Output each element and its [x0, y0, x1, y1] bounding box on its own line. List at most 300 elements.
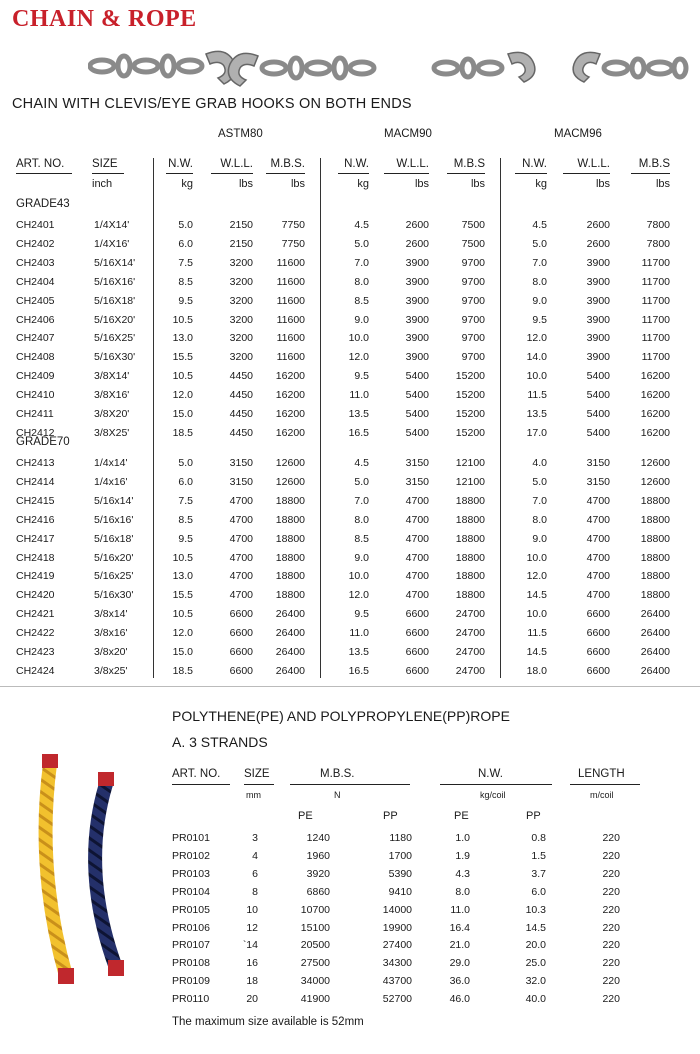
cell-mbs-pe: 20500	[300, 939, 330, 952]
table-row	[0, 238, 700, 257]
table-row	[0, 457, 700, 476]
cell-size: 16	[246, 957, 258, 970]
col-header-size: SIZE	[92, 158, 118, 170]
table-row	[0, 570, 700, 589]
table-row	[0, 904, 700, 922]
cell-nw: 15.0	[172, 408, 193, 420]
unit-lbs: lbs	[470, 178, 485, 190]
cell-wll: 4700	[586, 551, 610, 564]
cell-mbs: 12600	[640, 457, 670, 469]
cell-wll: 2600	[405, 237, 429, 250]
table-row	[0, 975, 700, 993]
cell-nw: 8.5	[178, 275, 193, 288]
cell-art-no: CH2421	[16, 608, 55, 621]
cell-mbs: 18800	[455, 513, 485, 526]
cell-mbs: 12100	[455, 457, 485, 469]
cell-nw: 15.0	[172, 646, 193, 658]
unit-lbs: lbs	[290, 178, 305, 190]
cell-art-no: PR0101	[172, 832, 210, 844]
cell-nw: 10.0	[348, 332, 369, 345]
cell-mbs-pe: 1960	[306, 849, 330, 862]
table-row	[0, 332, 700, 351]
rope-subsection-title: A. 3 STRANDS	[172, 734, 268, 750]
cell-size: 3	[252, 832, 258, 844]
cell-art-no: CH2412	[16, 426, 55, 439]
cell-mbs: 15200	[455, 426, 485, 439]
cell-mbs: 16200	[640, 426, 670, 439]
cell-size: 4	[252, 849, 258, 862]
cell-mbs: 18800	[640, 513, 670, 526]
cell-size: 20	[246, 993, 258, 1006]
cell-mbs: 16200	[275, 426, 305, 439]
cell-mbs: 7750	[281, 219, 305, 231]
col-header-nw: N.W.	[168, 158, 193, 170]
cell-art-no: CH2423	[16, 646, 55, 658]
grade43-label: GRADE43	[16, 198, 70, 210]
cell-art-no: CH2414	[16, 475, 55, 488]
cell-mbs: 18800	[455, 551, 485, 564]
cell-nw-pp: 3.7	[531, 867, 546, 880]
cell-wll: 2600	[586, 219, 610, 231]
table-row	[0, 295, 700, 314]
cell-nw-pp: 14.5	[525, 921, 546, 934]
cell-mbs-pp: 5390	[388, 867, 412, 880]
cell-nw: 9.5	[178, 532, 193, 545]
header-underline	[92, 173, 124, 174]
cell-nw: 7.0	[354, 256, 369, 269]
grade70-label: GRADE70	[16, 436, 70, 448]
cell-wll: 4700	[586, 589, 610, 602]
cell-art-no: CH2417	[16, 532, 55, 545]
rope-pe-label: PE	[298, 810, 313, 822]
rope-pp-label: PP	[526, 810, 541, 822]
cell-wll: 3200	[229, 275, 253, 288]
cell-size: 5/16x20'	[94, 551, 134, 564]
cell-art-no: CH2413	[16, 457, 55, 469]
cell-size: 5/16x18'	[94, 532, 134, 545]
table-row	[0, 627, 700, 646]
cell-mbs: 7800	[646, 237, 670, 250]
cell-mbs: 18800	[275, 513, 305, 526]
col-header-wll: W.L.L.	[577, 158, 610, 170]
cell-wll: 4700	[586, 513, 610, 526]
rope-note: The maximum size available is 52mm	[172, 1016, 364, 1028]
cell-nw-pp: 25.0	[525, 957, 546, 970]
cell-nw: 10.0	[348, 570, 369, 583]
cell-wll: 4450	[229, 408, 253, 420]
cell-mbs-pp: 43700	[382, 975, 412, 988]
table-row	[0, 922, 700, 940]
cell-nw-pe: 21.0	[449, 939, 470, 952]
cell-size: 3/8X14'	[94, 370, 130, 383]
cell-wll: 4700	[405, 589, 429, 602]
cell-mbs: 18800	[640, 570, 670, 583]
cell-nw-pp: 1.5	[531, 849, 546, 862]
table-row	[0, 219, 700, 238]
cell-nw: 10.0	[526, 608, 547, 621]
cell-nw: 13.0	[172, 570, 193, 583]
table-row	[0, 314, 700, 333]
unit-lbs: lbs	[238, 178, 253, 190]
rope-unit-mm: mm	[246, 790, 261, 800]
cell-art-no: CH2416	[16, 513, 55, 526]
cell-nw: 17.0	[526, 426, 547, 439]
cell-mbs: 11600	[276, 332, 305, 345]
cell-nw: 16.5	[348, 664, 369, 677]
cell-size: 3/8X20'	[94, 408, 130, 420]
cell-wll: 4700	[405, 551, 429, 564]
cell-mbs-pp: 9410	[388, 885, 412, 898]
cell-mbs: 18800	[640, 532, 670, 545]
cell-nw: 10.5	[172, 313, 193, 326]
cell-wll: 4700	[229, 570, 253, 583]
cell-nw: 10.5	[172, 551, 193, 564]
cell-wll: 3150	[229, 457, 253, 469]
rope-header-underline	[570, 784, 640, 785]
group-header-macm96: MACM96	[554, 128, 602, 140]
cell-wll: 5400	[405, 426, 429, 439]
cell-wll: 3200	[229, 332, 253, 345]
cell-nw: 11.5	[527, 389, 547, 402]
cell-mbs-pe: 34000	[300, 975, 330, 988]
cell-nw-pe: 1.0	[455, 832, 470, 844]
rope-pe-label: PE	[454, 810, 469, 822]
cell-wll: 3200	[229, 351, 253, 364]
table-row	[0, 868, 700, 886]
cell-mbs: 11700	[641, 275, 670, 288]
cell-nw: 9.0	[354, 313, 369, 326]
rope-header-underline	[440, 784, 552, 785]
cell-nw: 8.5	[178, 513, 193, 526]
cell-wll: 3200	[229, 294, 253, 307]
cell-mbs: 24700	[455, 664, 485, 677]
cell-mbs: 15200	[455, 370, 485, 383]
cell-nw: 5.0	[178, 219, 193, 231]
cell-nw: 14.5	[526, 589, 547, 602]
cell-nw-pe: 36.0	[449, 975, 470, 988]
cell-mbs: 26400	[640, 646, 670, 658]
table-row	[0, 608, 700, 627]
unit-lbs: lbs	[655, 178, 670, 190]
cell-wll: 6600	[586, 664, 610, 677]
cell-art-no: CH2415	[16, 494, 55, 507]
cell-mbs: 11600	[276, 275, 305, 288]
cell-wll: 3150	[586, 457, 610, 469]
cell-nw: 9.5	[178, 294, 193, 307]
cell-nw: 10.5	[172, 608, 193, 621]
cell-wll: 4450	[229, 389, 253, 402]
cell-wll: 4700	[405, 494, 429, 507]
cell-wll: 4700	[229, 551, 253, 564]
cell-nw: 9.5	[532, 313, 547, 326]
cell-wll: 4700	[405, 570, 429, 583]
cell-nw: 14.5	[526, 646, 547, 658]
cell-wll: 6600	[405, 646, 429, 658]
cell-nw-pe: 1.9	[455, 849, 470, 862]
cell-mbs: 7800	[646, 219, 670, 231]
cell-wll: 6600	[586, 608, 610, 621]
cell-wll: 6600	[586, 646, 610, 658]
cell-length: 220	[602, 867, 620, 880]
cell-mbs: 12100	[455, 475, 485, 488]
cell-mbs: 16200	[275, 389, 305, 402]
cell-size: 5/16x25'	[94, 570, 134, 583]
cell-wll: 5400	[405, 370, 429, 383]
table-row	[0, 886, 700, 904]
rope-unit-n: N	[334, 790, 341, 800]
col-header-mbs: M.B.S	[638, 158, 670, 170]
cell-wll: 3900	[405, 332, 429, 345]
col-header-wll: W.L.L.	[220, 158, 253, 170]
col-header-mbs: M.B.S	[453, 158, 485, 170]
cell-nw: 6.0	[178, 475, 193, 488]
rope-col-mbs: M.B.S.	[320, 768, 355, 780]
cell-nw: 12.0	[172, 627, 193, 640]
cell-art-no: CH2404	[16, 275, 55, 288]
cell-nw: 8.0	[354, 275, 369, 288]
cell-mbs: 18800	[455, 589, 485, 602]
cell-size: 5/16X20'	[94, 313, 136, 326]
cell-art-no: PR0105	[172, 903, 210, 916]
cell-mbs: 18800	[455, 570, 485, 583]
cell-mbs: 11600	[276, 351, 305, 364]
cell-wll: 3900	[586, 256, 610, 269]
cell-art-no: CH2401	[16, 219, 55, 231]
cell-nw: 8.5	[354, 532, 369, 545]
cell-mbs: 18800	[275, 532, 305, 545]
cell-size: 12	[246, 921, 258, 934]
cell-mbs: 24700	[455, 627, 485, 640]
cell-nw: 7.0	[532, 256, 547, 269]
cell-art-no: CH2402	[16, 237, 55, 250]
cell-art-no: CH2405	[16, 294, 55, 307]
col-header-nw: N.W.	[522, 158, 547, 170]
cell-wll: 2600	[405, 219, 429, 231]
cell-mbs: 12600	[275, 457, 305, 469]
cell-art-no: PR0104	[172, 885, 210, 898]
table-row	[0, 427, 700, 446]
cell-size: 5/16X25'	[94, 332, 136, 345]
cell-nw: 8.5	[354, 294, 369, 307]
cell-wll: 6600	[405, 627, 429, 640]
cell-length: 220	[602, 921, 620, 934]
cell-length: 220	[602, 993, 620, 1006]
cell-wll: 3900	[405, 351, 429, 364]
cell-mbs: 18800	[275, 494, 305, 507]
cell-size: 3/8X16'	[94, 389, 130, 402]
table-row	[0, 351, 700, 370]
cell-wll: 3150	[229, 475, 253, 488]
table-row	[0, 832, 700, 850]
cell-nw-pp: 0.8	[531, 832, 546, 844]
cell-nw-pe: 8.0	[455, 885, 470, 898]
cell-wll: 3900	[586, 351, 610, 364]
cell-nw-pp: 10.3	[525, 903, 546, 916]
cell-mbs: 11600	[276, 256, 305, 269]
cell-mbs-pp: 14000	[382, 903, 412, 916]
cell-mbs: 7500	[461, 219, 485, 231]
rope-unit-kgcoil: kg/coil	[480, 790, 506, 800]
cell-mbs-pp: 19900	[382, 921, 412, 934]
cell-mbs-pe: 1240	[306, 832, 330, 844]
cell-art-no: CH2418	[16, 551, 55, 564]
rope-col-size: SIZE	[244, 768, 270, 780]
cell-length: 220	[602, 957, 620, 970]
cell-size: 1/4X14'	[94, 219, 130, 231]
cell-nw: 5.0	[532, 237, 547, 250]
cell-wll: 3900	[586, 313, 610, 326]
table-row	[0, 533, 700, 552]
cell-mbs: 18800	[275, 551, 305, 564]
cell-mbs: 7750	[281, 237, 305, 250]
table-row	[0, 476, 700, 495]
cell-size: 3/8X25'	[94, 426, 130, 439]
cell-size: 5/16X30'	[94, 351, 136, 364]
cell-art-no: PR0108	[172, 957, 210, 970]
cell-mbs: 24700	[455, 608, 485, 621]
cell-nw: 13.5	[348, 408, 369, 420]
table-row	[0, 389, 700, 408]
cell-nw: 18.0	[526, 664, 547, 677]
cell-wll: 4450	[229, 426, 253, 439]
cell-nw: 10.0	[526, 370, 547, 383]
cell-nw: 7.0	[532, 494, 547, 507]
cell-mbs: 12600	[640, 475, 670, 488]
cell-nw-pe: 11.0	[450, 903, 470, 916]
cell-size: 5/16X18'	[94, 294, 136, 307]
col-header-nw: N.W.	[344, 158, 369, 170]
cell-nw: 4.5	[532, 219, 547, 231]
unit-lbs: lbs	[414, 178, 429, 190]
cell-mbs: 9700	[461, 351, 485, 364]
table-row	[0, 552, 700, 571]
cell-nw: 7.0	[354, 494, 369, 507]
cell-wll: 5400	[586, 389, 610, 402]
cell-mbs: 26400	[275, 608, 305, 621]
cell-nw: 18.5	[172, 664, 193, 677]
cell-art-no: CH2408	[16, 351, 55, 364]
table-row	[0, 370, 700, 389]
cell-wll: 5400	[405, 389, 429, 402]
table-row	[0, 939, 700, 957]
group-header-macm90: MACM90	[384, 128, 432, 140]
cell-mbs: 18800	[275, 570, 305, 583]
cell-wll: 2150	[229, 237, 253, 250]
cell-mbs-pp: 52700	[382, 993, 412, 1006]
cell-wll: 6600	[405, 664, 429, 677]
cell-wll: 6600	[229, 627, 253, 640]
unit-inch: inch	[92, 178, 113, 190]
cell-art-no: CH2424	[16, 664, 55, 677]
cell-mbs: 9700	[461, 256, 485, 269]
cell-art-no: PR0107	[172, 939, 210, 952]
cell-mbs: 26400	[640, 608, 670, 621]
cell-nw: 9.0	[532, 532, 547, 545]
cell-size: 3/8x14'	[94, 608, 128, 621]
cell-wll: 3900	[405, 275, 429, 288]
cell-mbs-pp: 27400	[382, 939, 412, 952]
cell-length: 220	[602, 903, 620, 916]
header-underline	[166, 173, 193, 174]
cell-art-no: CH2410	[16, 389, 55, 402]
cell-mbs-pe: 6860	[306, 885, 330, 898]
header-underline	[515, 173, 547, 174]
cell-wll: 6600	[405, 608, 429, 621]
cell-wll: 4700	[586, 532, 610, 545]
cell-length: 220	[602, 885, 620, 898]
cell-nw: 11.0	[349, 389, 369, 402]
rope-header-underline	[172, 784, 230, 785]
cell-nw: 8.0	[532, 275, 547, 288]
table-row	[0, 408, 700, 427]
cell-art-no: CH2403	[16, 256, 55, 269]
cell-mbs-pe: 27500	[300, 957, 330, 970]
cell-nw: 13.5	[526, 408, 547, 420]
table-row	[0, 514, 700, 533]
cell-art-no: PR0103	[172, 867, 210, 880]
cell-nw-pe: 16.4	[449, 921, 470, 934]
cell-mbs: 18800	[275, 589, 305, 602]
cell-art-no: PR0102	[172, 849, 210, 862]
cell-nw: 4.5	[354, 457, 369, 469]
rope-header-underline	[244, 784, 274, 785]
cell-nw: 18.5	[172, 426, 193, 439]
unit-kg: kg	[181, 178, 193, 190]
cell-size: 6	[252, 867, 258, 880]
header-underline	[211, 173, 253, 174]
cell-nw: 5.0	[532, 475, 547, 488]
cell-nw: 13.0	[172, 332, 193, 345]
cell-nw: 11.5	[527, 627, 547, 640]
cell-wll: 2600	[586, 237, 610, 250]
cell-mbs: 11700	[641, 313, 670, 326]
cell-nw-pp: 20.0	[525, 939, 546, 952]
cell-mbs: 18800	[455, 494, 485, 507]
cell-wll: 4700	[586, 494, 610, 507]
cell-size: 3/8x20'	[94, 646, 128, 658]
cell-nw: 12.0	[348, 351, 369, 364]
rope-col-nw: N.W.	[478, 768, 503, 780]
table-row	[0, 850, 700, 868]
header-underline	[16, 173, 72, 174]
cell-wll: 3150	[586, 475, 610, 488]
unit-lbs: lbs	[595, 178, 610, 190]
cell-mbs: 18800	[640, 551, 670, 564]
cell-wll: 4450	[229, 370, 253, 383]
cell-nw: 11.0	[349, 627, 369, 640]
header-underline	[338, 173, 369, 174]
cell-mbs: 16200	[640, 370, 670, 383]
cell-nw: 12.0	[526, 570, 547, 583]
cell-wll: 3200	[229, 313, 253, 326]
cell-art-no: PR0110	[172, 993, 210, 1006]
cell-size: 3/8x16'	[94, 627, 128, 640]
cell-art-no: PR0106	[172, 921, 210, 934]
cell-mbs: 11700	[641, 351, 670, 364]
cell-wll: 4700	[229, 532, 253, 545]
col-header-wll: W.L.L.	[396, 158, 429, 170]
chain-hook-image-right	[430, 46, 690, 88]
cell-art-no: CH2419	[16, 570, 55, 583]
cell-mbs: 11700	[641, 256, 670, 269]
rope-unit-mcoil: m/coil	[590, 790, 614, 800]
table-row	[0, 993, 700, 1011]
cell-art-no: PR0109	[172, 975, 210, 988]
cell-mbs: 7500	[461, 237, 485, 250]
cell-wll: 4700	[229, 589, 253, 602]
section-divider	[0, 686, 700, 687]
cell-nw-pp: 6.0	[531, 885, 546, 898]
